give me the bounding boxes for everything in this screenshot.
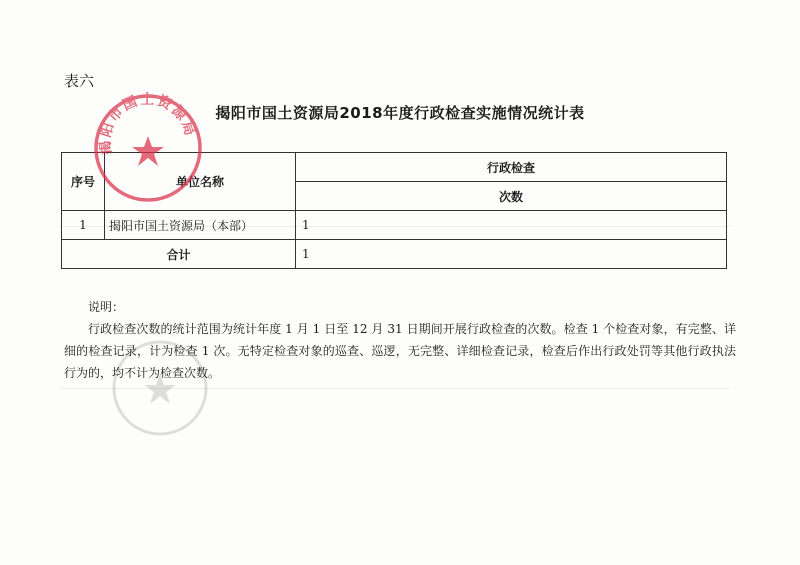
total-count: 1 bbox=[296, 240, 727, 269]
header-count: 次数 bbox=[296, 182, 727, 211]
row-count: 1 bbox=[296, 211, 727, 240]
header-inspection-group: 行政检查 bbox=[296, 153, 727, 182]
row-index: 1 bbox=[62, 211, 105, 240]
table-total-row bbox=[62, 240, 727, 269]
notes-body: 行政检查次数的统计范围为统计年度 1 月 1 日至 12 月 31 日期间开展行政检查的次数。检查 1 个检查对象，有完整、详细的检查记录，计为检查 1 次。无特定检查对象的巡查、巡逻，无完整、详细检查记录，检查后作出行政处罚等其他行政执法行为的，均不计为检查次数。 bbox=[64, 322, 736, 380]
official-seal-icon bbox=[92, 92, 204, 204]
row-unit-name: 揭阳市国土资源局（本部） bbox=[105, 211, 296, 240]
document-title: 揭阳市国土资源局2018年度行政检查实施情况统计表 bbox=[215, 104, 585, 122]
faint-seal-icon bbox=[110, 338, 210, 438]
table-row bbox=[62, 211, 727, 240]
notes-heading: 说明： bbox=[88, 300, 125, 314]
seal-text: 揭阳市国土资源局 bbox=[97, 92, 199, 156]
header-index: 序号 bbox=[62, 153, 105, 211]
header-unit-name: 单位名称 bbox=[105, 153, 296, 211]
seal-star-icon bbox=[132, 136, 164, 166]
total-label: 合计 bbox=[62, 240, 296, 269]
table-label: 表六 bbox=[64, 72, 95, 90]
